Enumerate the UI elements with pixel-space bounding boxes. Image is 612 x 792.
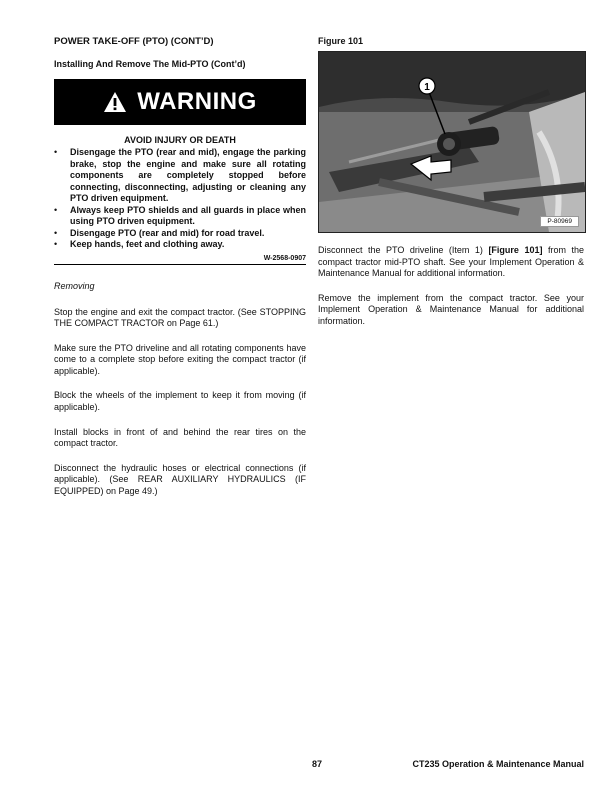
remove-implement-paragraph: Remove the implement from the compact tractor. See your Implement Operation & Maintenance Manual for additional information. [318,292,584,326]
manual-title: CT235 Operation & Maintenance Manual [412,759,584,769]
left-column [54,36,306,511]
warning-item: • Always keep PTO shields and all guards in place when using PTO driven equipment. [54,205,306,228]
page-number: 87 [312,759,323,769]
warning-code: W-2568-0907 [54,255,306,265]
driveline-paragraph [318,245,584,280]
driveline-paragraph-end: from the compact tractor mid-PTO shaft. See your Implement Operation & Maintenance Manual for additional information. [318,245,584,279]
warning-word: WARNING [137,88,257,115]
section-title: POWER TAKE-OFF (PTO) (CONT’D) [54,36,214,47]
driveline-paragraph-start: Disconnect the PTO driveline (Item 1) [318,245,489,255]
removing-label: Removing [54,280,95,291]
figure-title: Figure 101 [318,36,364,46]
subsection-title: Installing And Remove The Mid-PTO (Cont’d) [54,59,246,69]
warning-item: • Disengage the PTO (rear and mid), engage the parking brake, stop the engine and make sure all rotating components are completely stopped before connecting, disconnecting, adjusting or cleaning any PTO driven equipment. [54,147,306,205]
warning-item: • Disengage PTO (rear and mid) for road travel. [54,228,306,240]
body-paragraph: Make sure the PTO driveline and all rotating components have come to a complete stop before exiting the compact tractor (if applicable). [54,342,306,376]
warning-list [54,147,306,251]
warning-item: • Keep hands, feet and clothing away. [54,239,306,251]
figure-photo [318,51,586,233]
body-paragraph: Block the wheels of the implement to keep it from moving (if applicable). [54,390,306,413]
warning-heading: AVOID INJURY OR DEATH [124,135,236,145]
body-paragraph: Stop the engine and exit the compact tractor. (See STOPPING THE COMPACT TRACTOR on Page 61.) [54,306,306,329]
body-paragraph: Install blocks in front of and behind the rear tires on the compact tractor. [54,426,306,449]
right-column [318,36,584,341]
body-paragraph: Disconnect the hydraulic hoses or electrical connections (if applicable). (See REAR AUXILIARY HYDRAULICS (IF EQUIPPED) on Page 49.) [54,462,306,497]
figure-callout-1: 1 [424,82,430,93]
figure-code: P-80969 [540,216,579,227]
warning-banner [54,79,306,125]
figure-reference: [Figure 101] [488,245,543,255]
pto-driveline-photo [319,52,585,232]
warning-triangle-icon [103,91,127,113]
